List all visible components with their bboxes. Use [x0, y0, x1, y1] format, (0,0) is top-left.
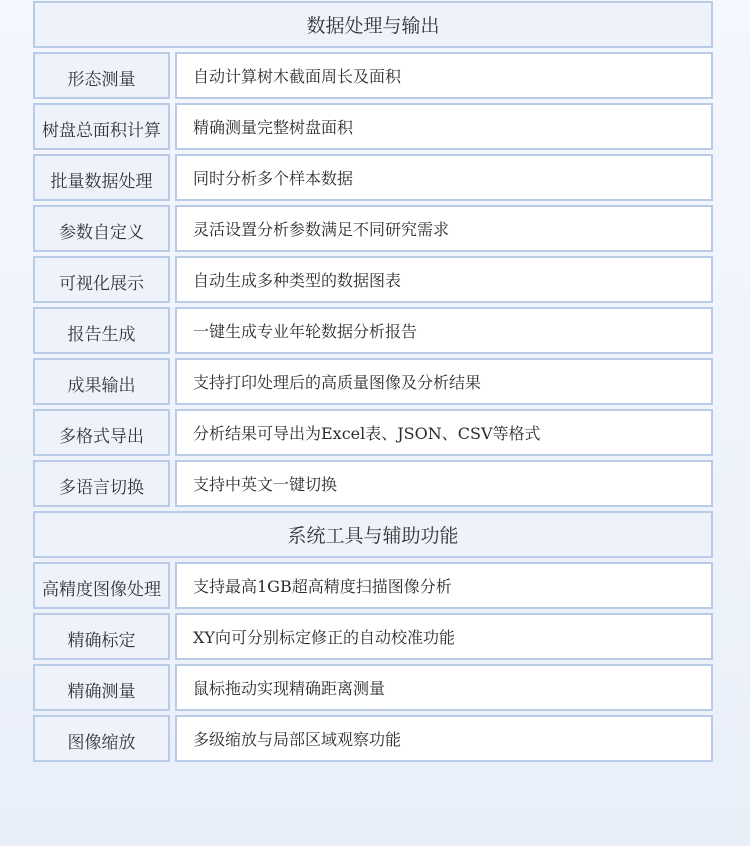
feature-description: 同时分析多个样本数据: [175, 154, 713, 201]
feature-description: 分析结果可导出为Excel表、JSON、CSV等格式: [175, 409, 713, 456]
feature-table: [33, 1, 713, 766]
feature-description: XY向可分别标定修正的自动校准功能: [175, 613, 713, 660]
feature-label: 图像缩放: [33, 715, 170, 762]
feature-label: 精确标定: [33, 613, 170, 660]
feature-label: 成果输出: [33, 358, 170, 405]
table-row: [33, 358, 713, 405]
feature-label: 多格式导出: [33, 409, 170, 456]
table-row: [33, 664, 713, 711]
table-row: [33, 460, 713, 507]
table-row: [33, 154, 713, 201]
feature-description: 支持中英文一键切换: [175, 460, 713, 507]
feature-description: 灵活设置分析参数满足不同研究需求: [175, 205, 713, 252]
table-row: [33, 613, 713, 660]
feature-description: 支持最高1GB超高精度扫描图像分析: [175, 562, 713, 609]
feature-label: 多语言切换: [33, 460, 170, 507]
section-title: 数据处理与输出: [306, 15, 440, 37]
feature-description: 支持打印处理后的高质量图像及分析结果: [175, 358, 713, 405]
table-row: [33, 307, 713, 354]
feature-label: 形态测量: [33, 52, 170, 99]
feature-label: 参数自定义: [33, 205, 170, 252]
feature-label: 可视化展示: [33, 256, 170, 303]
section-title: 系统工具与辅助功能: [287, 525, 459, 547]
feature-label: 报告生成: [33, 307, 170, 354]
feature-description: 精确测量完整树盘面积: [175, 103, 713, 150]
feature-description: 一键生成专业年轮数据分析报告: [175, 307, 713, 354]
section-header-system-tools: [33, 511, 713, 558]
table-row: [33, 562, 713, 609]
table-row: [33, 715, 713, 762]
feature-label: 高精度图像处理: [33, 562, 170, 609]
table-row: [33, 103, 713, 150]
feature-description: 自动计算树木截面周长及面积: [175, 52, 713, 99]
table-row: [33, 409, 713, 456]
feature-label: 树盘总面积计算: [33, 103, 170, 150]
feature-label: 批量数据处理: [33, 154, 170, 201]
table-row: [33, 205, 713, 252]
table-row: [33, 256, 713, 303]
section-header-data-processing: [33, 1, 713, 48]
feature-label: 精确测量: [33, 664, 170, 711]
feature-description: 自动生成多种类型的数据图表: [175, 256, 713, 303]
table-row: [33, 52, 713, 99]
feature-description: 鼠标拖动实现精确距离测量: [175, 664, 713, 711]
feature-description: 多级缩放与局部区域观察功能: [175, 715, 713, 762]
